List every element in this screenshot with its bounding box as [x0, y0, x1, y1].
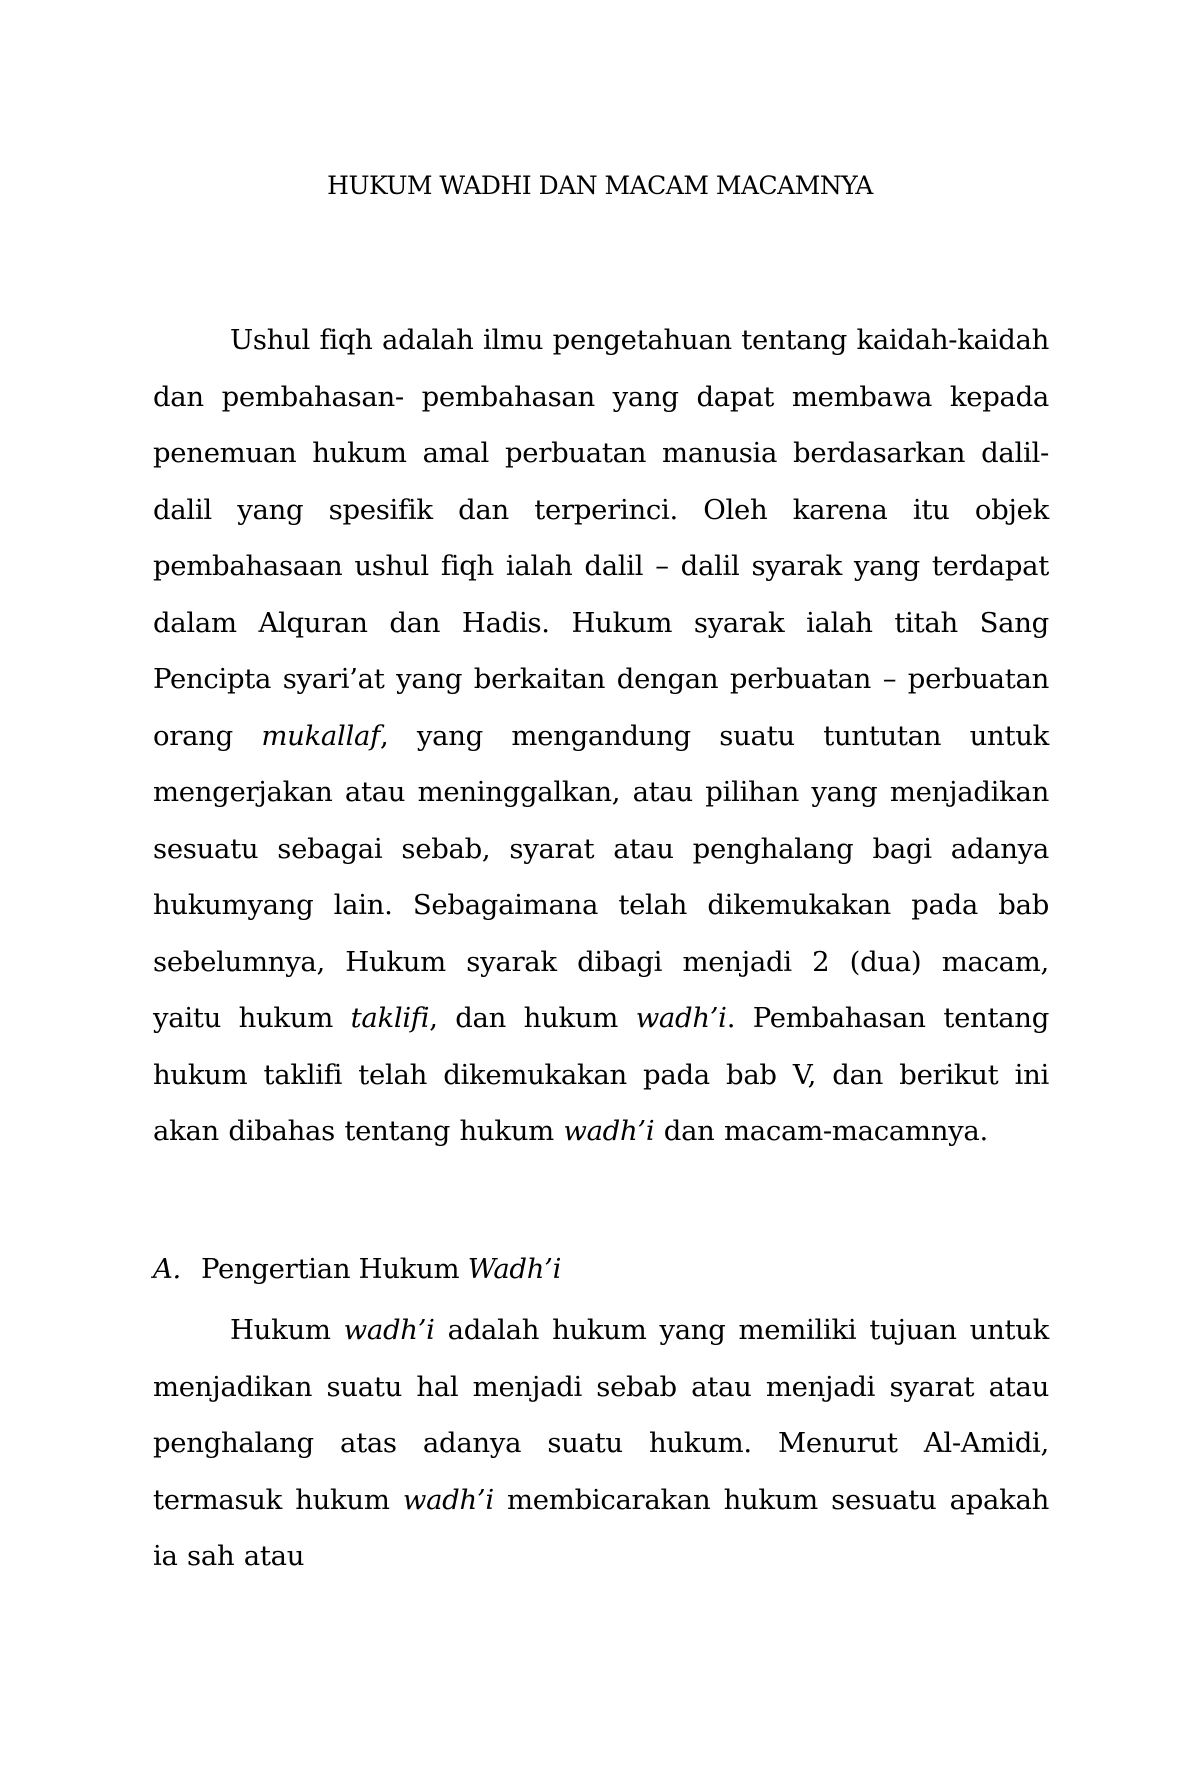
italic-term: wadh’i	[402, 1483, 494, 1516]
text-run: . Pembahasan tentang hukum taklifi telah dikemukakan pada bab V, dan berikut ini akan dibahas tentang hukum	[153, 1002, 1050, 1147]
text-run: adalah hukum yang memiliki tujuan untuk menjadikan suatu hal menjadi sebab atau menjadi syarat atau penghalang atas adanya suatu hukum. Menurut Al-Amidi, termasuk hukum	[153, 1314, 1050, 1516]
italic-term: wadh’i	[635, 1002, 727, 1034]
section-a-heading	[153, 1241, 561, 1297]
text-run: Hukum	[230, 1314, 344, 1346]
section-a-paragraph	[153, 1302, 1049, 1585]
text-run: , yang mengandung suatu tuntutan untuk mengerjakan atau meninggalkan, atau pilihan yang menjadikan sesuatu sebagai sebab, syarat atau penghalang bagi adanya hukumyang lain. Sebagaimana telah dikemukakan pada bab sebelumnya, Hukum syarak dibagi menjadi 2 (dua) macam, yaitu hukum	[153, 719, 1049, 1034]
italic-term: wadh’i	[343, 1314, 435, 1346]
italic-term: mukallaf	[261, 719, 380, 752]
section-heading-text: Pengertian Hukum	[201, 1253, 468, 1285]
italic-term: taklifi	[350, 1002, 430, 1034]
intro-paragraph	[153, 312, 1049, 1160]
section-heading-italic: Wadh’i	[467, 1253, 562, 1285]
text-run: Ushul fiqh adalah ilmu pengetahuan tentang kaidah-kaidah dan pembahasan- pembahasan yang dapat membawa kepada penemuan hukum amal perbuatan manusia berdasarkan dalil-dalil yang spesifik dan terperinci. Oleh karena itu objek pembahasaan ushul fiqh ialah dalil – dalil syarak yang terdapat dalam Alquran dan Hadis. Hukum syarak ialah titah Sang Pencipta syari’at yang berkaitan dengan perbuatan – perbuatan orang	[153, 324, 1049, 752]
text-run: , dan hukum	[429, 1002, 636, 1034]
text-run: dan macam-macamnya.	[654, 1115, 988, 1147]
section-letter: A.	[153, 1253, 182, 1285]
italic-term: wadh’i	[563, 1115, 655, 1147]
page-title: HUKUM WADHI DAN MACAM MACAMNYA	[327, 171, 873, 200]
text-run: membicarakan hukum sesuatu apakah ia sah atau	[153, 1483, 1049, 1572]
